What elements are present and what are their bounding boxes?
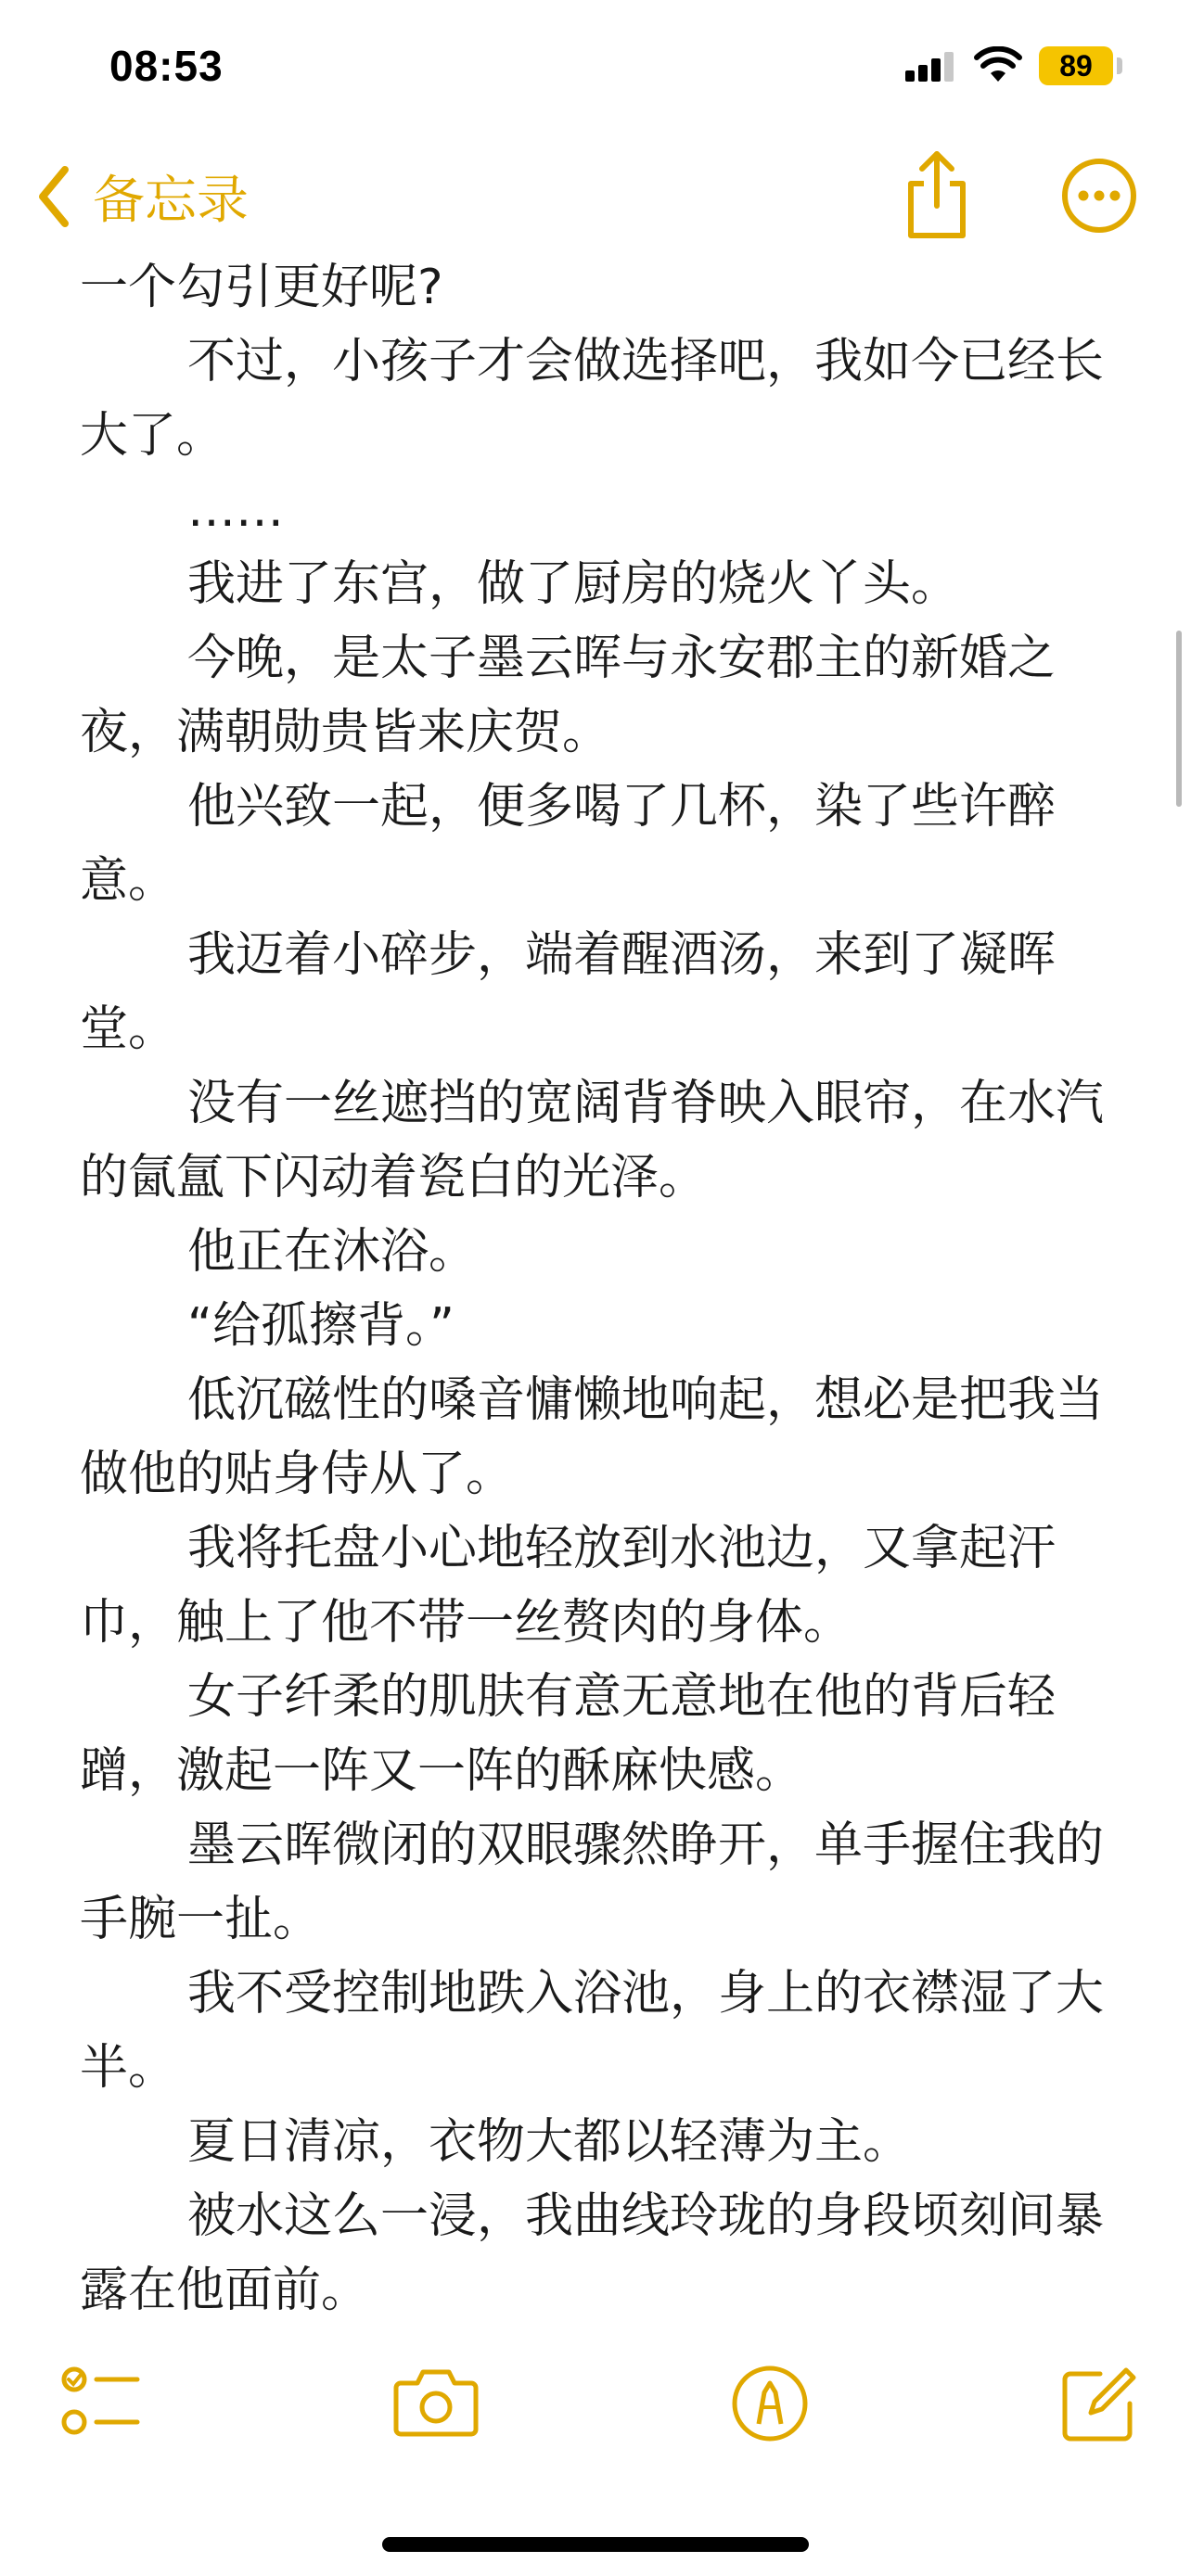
battery-tip xyxy=(1117,57,1122,74)
compose-icon[interactable] xyxy=(1059,2365,1137,2442)
note-paragraph: 墨云晖微闭的双眼骤然睁开，单手握住我的手腕一扯。 xyxy=(80,1817,1105,1947)
chevron-left-icon xyxy=(35,164,72,229)
wifi-icon xyxy=(974,46,1022,83)
share-icon[interactable] xyxy=(902,148,972,241)
note-paragraph: 他兴致一起，便多喝了几杯，染了些许醉意。 xyxy=(80,779,1057,909)
note-paragraph: 我进了东宫，做了厨房的烧火丫头。 xyxy=(187,556,960,612)
checklist-icon[interactable] xyxy=(61,2365,141,2439)
scroll-indicator[interactable] xyxy=(1176,631,1182,807)
markup-pen-icon[interactable] xyxy=(731,2365,809,2442)
home-indicator[interactable] xyxy=(382,2537,809,2552)
back-label: 备忘录 xyxy=(93,171,249,231)
note-paragraph: “给孤擦背。” xyxy=(187,1298,455,1354)
note-paragraph: 夏日清凉，衣物大都以轻薄为主。 xyxy=(187,2114,912,2170)
note-paragraph: 没有一丝遮挡的宽阔背脊映入眼帘，在水汽的氤氲下闪动着瓷白的光泽。 xyxy=(80,1076,1105,1205)
battery-indicator: 89 xyxy=(1039,46,1113,85)
note-paragraph: 女子纤柔的肌肤有意无意地在他的背后轻蹭，激起一阵又一阵的酥麻快感。 xyxy=(80,1669,1057,1799)
note-paragraph: 我将托盘小心地轻放到水池边，又拿起汗巾，触上了他不带一丝赘肉的身体。 xyxy=(80,1521,1057,1651)
note-paragraph: 不过，小孩子才会做选择吧，我如今已经长大了。 xyxy=(80,334,1105,464)
camera-icon[interactable] xyxy=(393,2365,479,2437)
note-paragraph: 我迈着小碎步，端着醒酒汤，来到了凝晖堂。 xyxy=(80,927,1057,1057)
more-options-icon[interactable] xyxy=(1061,158,1137,234)
note-paragraph: 一个勾引更好呢? xyxy=(80,260,443,315)
note-paragraph: 被水这么一浸，我曲线玲珑的身段顷刻间暴露在他面前。 xyxy=(80,2188,1105,2318)
back-button[interactable] xyxy=(35,159,249,234)
status-time: 08:53 xyxy=(109,42,224,90)
note-paragraph: 他正在沐浴。 xyxy=(187,1224,478,1280)
note-paragraph: 我不受控制地跌入浴池，身上的衣襟湿了大半。 xyxy=(80,1966,1105,2096)
signal-bars-icon xyxy=(905,52,954,82)
note-paragraph: 今晚，是太子墨云晖与永安郡主的新婚之夜，满朝勋贵皆来庆贺。 xyxy=(80,631,1057,760)
status-bar xyxy=(0,0,1191,139)
note-body[interactable] xyxy=(80,250,1119,2327)
note-paragraph: 低沉磁性的嗓音慵懒地响起，想必是把我当做他的贴身侍从了。 xyxy=(80,1372,1105,1502)
nav-bar xyxy=(0,139,1191,260)
note-paragraph: …… xyxy=(187,482,284,538)
